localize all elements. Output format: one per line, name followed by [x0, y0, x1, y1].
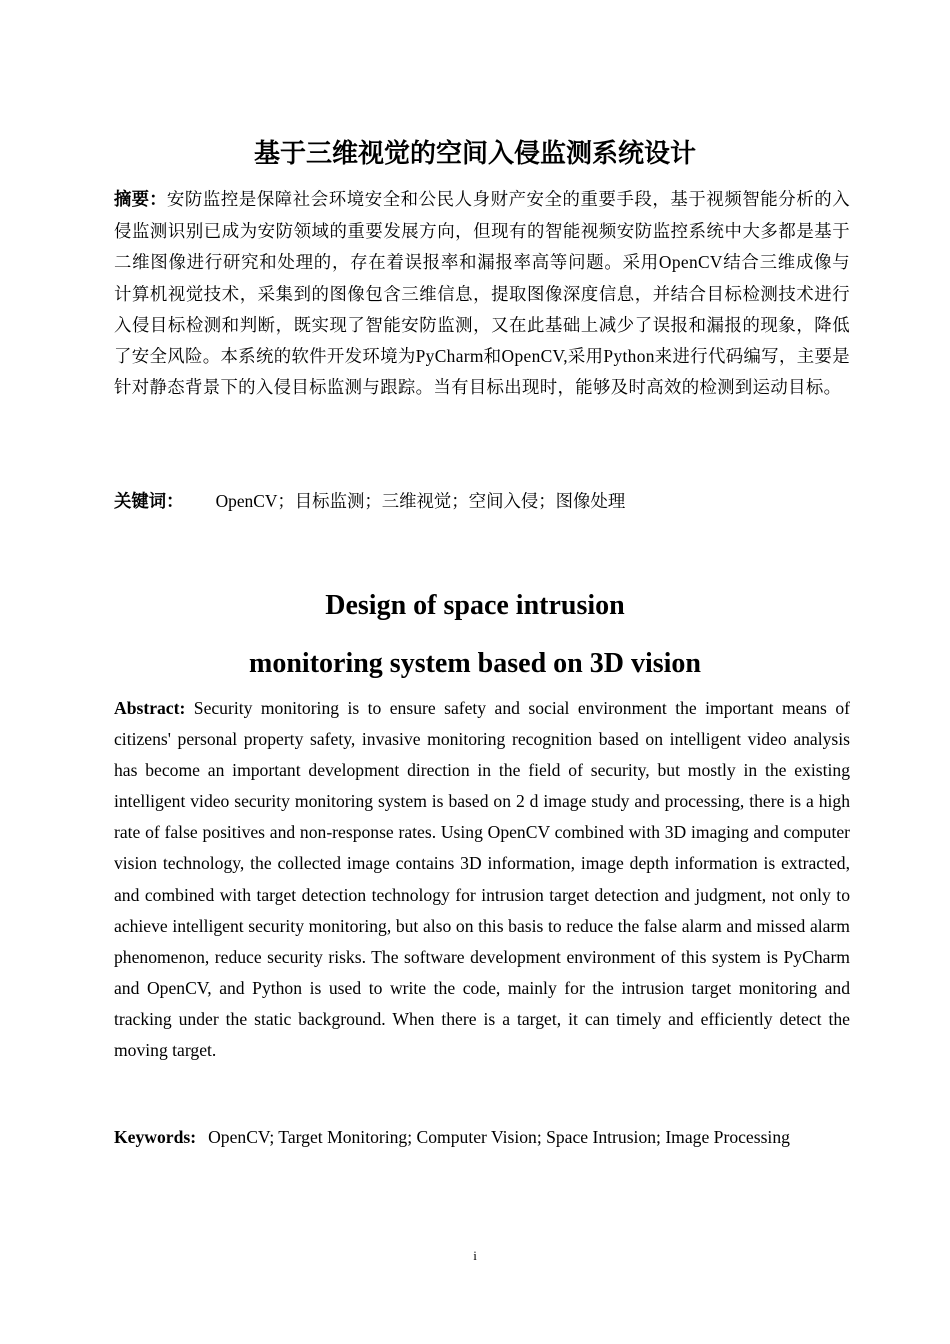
chinese-keywords-label: 关键词：	[114, 492, 184, 512]
english-abstract	[114, 693, 850, 1066]
chinese-abstract-text: 安防监控是保障社会环境安全和公民人身财产安全的重要手段，基于视频智能分析的入侵监测识别已成为安防领域的重要发展方向，但现有的智能视频安防监控系统中大多都是基于二维图像进行研究和处理的，存在着误报率和漏报率高等问题。采用OpenCV结合三维成像与计算机视觉技术，采集到的图像包含三维信息，提取图像深度信息，并结合目标检测技术进行入侵目标检测和判断，既实现了智能安防监测，又在此基础上减少了误报和漏报的现象，降低了安全风险。本系统的软件开发环境为PyCharm和OpenCV,采用Python来进行代码编写，主要是针对静态背景下的入侵目标监测与跟踪。当有目标出现时，能够及时高效的检测到运动目标。	[114, 189, 850, 398]
chinese-abstract-label: 摘要：	[114, 190, 167, 210]
page-number: i	[473, 1248, 477, 1263]
english-keywords-label: Keywords:	[114, 1127, 197, 1147]
chinese-abstract	[114, 184, 850, 403]
chinese-title: 基于三维视觉的空间入侵监测系统设计	[253, 139, 696, 169]
english-title-line-1: Design of space intrusion	[325, 590, 625, 621]
english-keywords	[114, 1122, 790, 1152]
english-title-line-2: monitoring system based on 3D vision	[249, 648, 701, 679]
chinese-keywords-text: OpenCV；目标监测；三维视觉；空间入侵；图像处理	[215, 491, 626, 511]
english-abstract-label: Abstract:	[114, 698, 186, 718]
chinese-keywords	[114, 486, 625, 517]
english-abstract-text: Security monitoring is to ensure safety and social environment the important means of citizens' personal property safety, invasive monitoring recognition based on intelligent video analysis has become an important development direction in the field of security, but mostly in the existing intelligent video security monitoring system is based on 2 d image study and processing, there is a high rate of false positives and non-response rates. Using OpenCV combined with 3D imaging and computer vision technology, the collected image contains 3D information, image depth information is extracted, and combined with target detection technology for intrusion target detection and judgment, not only to achieve intelligent security monitoring, but also on this basis to reduce the false alarm and missed alarm phenomenon, reduce security risks. The software development environment of this system is PyCharm and OpenCV, and Python is used to write the code, mainly for the intrusion target monitoring and tracking under the static background. When there is a target, it can timely and efficiently detect the moving target.	[114, 698, 850, 1061]
english-keywords-text: OpenCV; Target Monitoring; Computer Vision; Space Intrusion; Image Processing	[208, 1127, 790, 1147]
